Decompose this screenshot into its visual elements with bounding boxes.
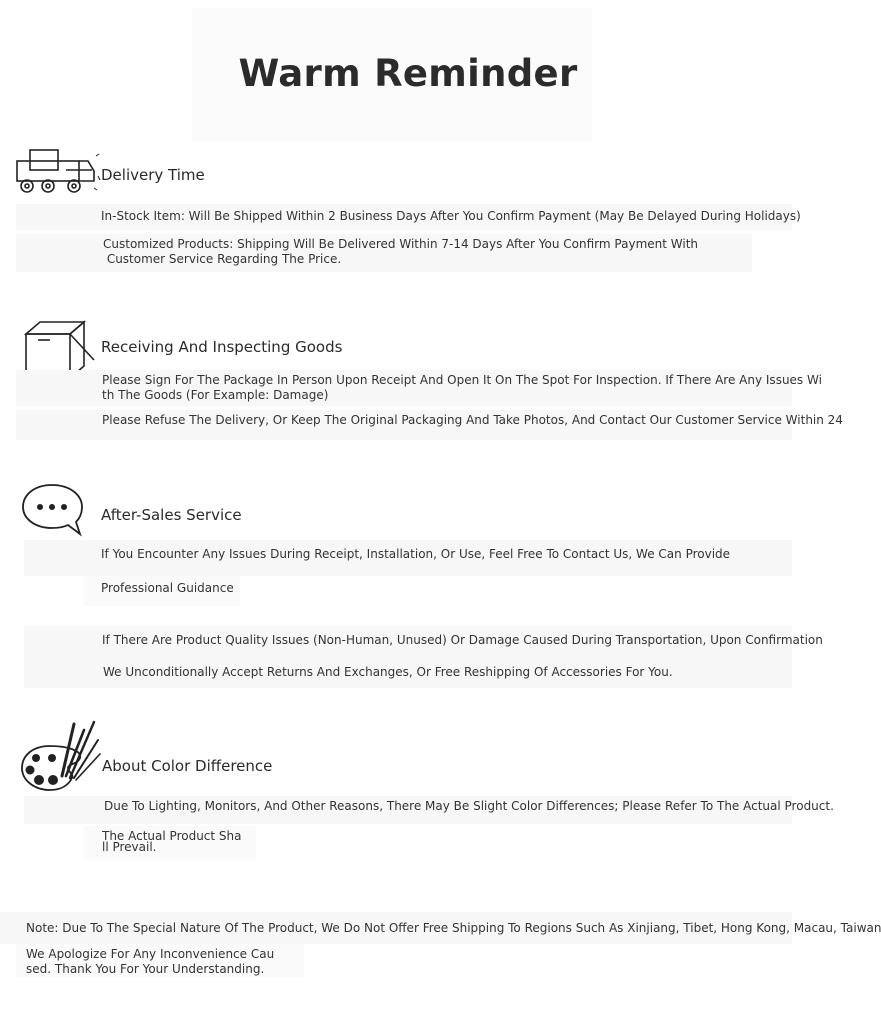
receiving-line-3: Please Refuse The Delivery, Or Keep The Original Packaging And Take Photos, And Contact Our Customer Service Within 24: [102, 413, 843, 427]
delivery-line-2: Customized Products: Shipping Will Be Delivered Within 7-14 Days After You Confirm Payment With: [103, 237, 699, 251]
section-heading-after-sales: After-Sales Service: [101, 506, 242, 524]
note-line-3: sed. Thank You For Your Understanding.: [26, 962, 265, 976]
truck-icon: [14, 146, 102, 198]
note-line-1: Note: Due To The Special Nature Of The Product, We Do Not Offer Free Shipping To Regions Such As Xinjiang, Tibet, Hong Kong, Macau, Taiwan: [26, 921, 881, 935]
color-line-2: The Actual Product Sha: [102, 829, 242, 843]
receiving-line-1: Please Sign For The Package In Person Upon Receipt And Open It On The Spot For Inspection. If There Are Any Issues Wi: [102, 373, 822, 387]
chat-bubble-icon: [20, 482, 86, 538]
after-sales-line-4: We Unconditionally Accept Returns And Exchanges, Or Free Reshipping Of Accessories For You.: [103, 665, 673, 679]
note-line-2: We Apologize For Any Inconvenience Cau: [26, 947, 275, 961]
page-title: Warm Reminder: [238, 52, 578, 95]
after-sales-line-3: If There Are Product Quality Issues (Non-Human, Unused) Or Damage Caused During Transportation, Upon Confirmation: [102, 633, 823, 647]
color-line-1: Due To Lighting, Monitors, And Other Reasons, There May Be Slight Color Differences; Please Refer To The Actual Product.: [104, 799, 834, 813]
color-line-3: ll Prevail.: [102, 840, 157, 854]
section-heading-delivery-time: Delivery Time: [101, 166, 205, 184]
paint-palette-icon: [20, 718, 102, 794]
receiving-line-2: th The Goods (For Example: Damage): [102, 388, 329, 402]
after-sales-line-1: If You Encounter Any Issues During Receipt, Installation, Or Use, Feel Free To Contact Us, We Can Provide: [101, 547, 731, 561]
after-sales-line-2: Professional Guidance: [101, 581, 234, 595]
delivery-line-1: In-Stock Item: Will Be Shipped Within 2 Business Days After You Confirm Payment (May Be Delayed During Holidays): [101, 209, 801, 223]
delivery-line-3: Customer Service Regarding The Price.: [103, 252, 342, 266]
section-heading-color-difference: About Color Difference: [102, 757, 273, 775]
section-heading-receiving-goods: Receiving And Inspecting Goods: [101, 338, 343, 356]
